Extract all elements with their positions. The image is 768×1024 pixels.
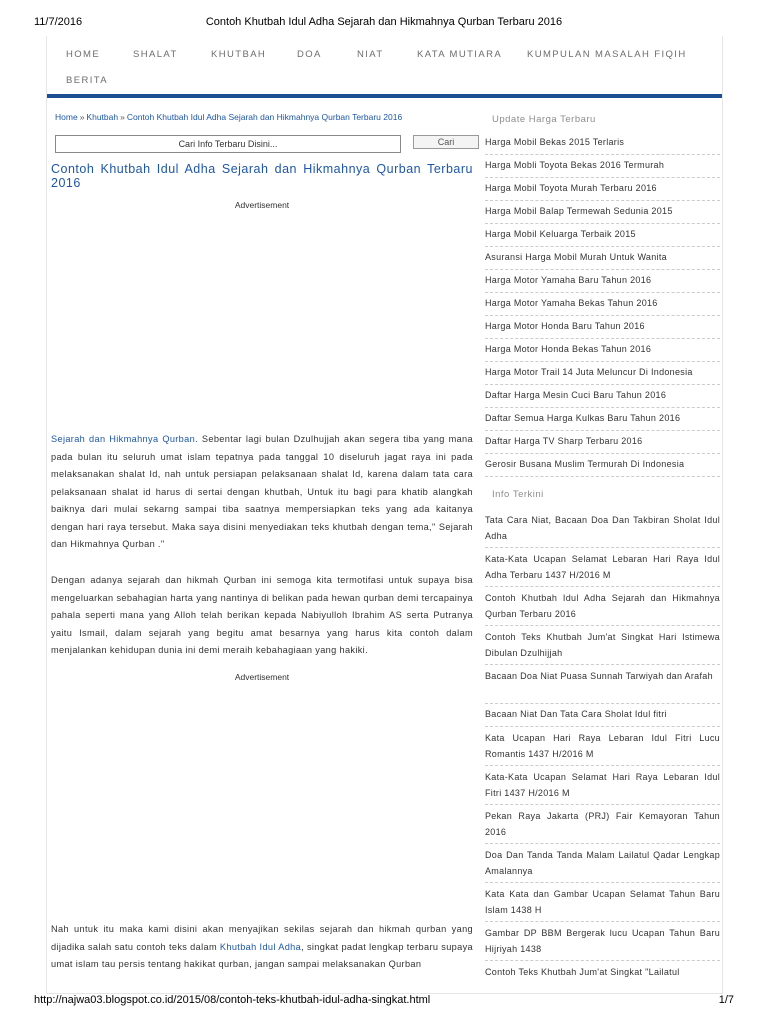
info-terkini-item[interactable]: Bacaan Doa Niat Puasa Sunnah Tarwiyah dan Arafah: [485, 665, 720, 704]
update-harga-item[interactable]: Harga Mobli Toyota Bekas 2016 Termurah: [485, 155, 720, 178]
info-terkini-widget-title: Info Terkini: [492, 489, 544, 500]
info-terkini-item[interactable]: Kata Kata dan Gambar Ucapan Selamat Tahun Baru Islam 1438 H: [485, 883, 720, 922]
post-paragraph-3-text-start: Nah untuk itu maka kami disini akan menyajikan sekilas sejarah dan hikmah qurban yang dijadika salah satu contoh teks dalam: [51, 924, 473, 952]
print-header: [34, 16, 734, 30]
search-input[interactable]: [55, 135, 401, 153]
post-title: Contoh Khutbah Idul Adha Sejarah dan Hikmahnya Qurban Terbaru 2016: [51, 162, 473, 190]
update-harga-item[interactable]: Asuransi Harga Mobil Murah Untuk Wanita: [485, 247, 720, 270]
advertisement-label: Advertisement: [234, 672, 290, 682]
info-terkini-item[interactable]: Tata Cara Niat, Bacaan Doa Dan Takbiran Sholat Idul Adha: [485, 509, 720, 548]
update-harga-item[interactable]: Daftar Semua Harga Kulkas Baru Tahun 2016: [485, 408, 720, 431]
breadcrumb-khutbah[interactable]: Khutbah: [86, 112, 119, 122]
update-harga-item[interactable]: Gerosir Busana Muslim Termurah Di Indonesia: [485, 454, 720, 477]
print-title: Contoh Khutbah Idul Adha Sejarah dan Hikmahnya Qurban Terbaru 2016: [205, 16, 563, 28]
info-terkini-item[interactable]: Kata-Kata Ucapan Selamat Lebaran Hari Raya Idul Adha Terbaru 1437 H/2016 M: [485, 548, 720, 587]
search-button[interactable]: Cari: [413, 135, 479, 149]
breadcrumb: [55, 112, 402, 122]
update-harga-item[interactable]: Harga Motor Honda Bekas Tahun 2016: [485, 339, 720, 362]
post-paragraph-2: Dengan adanya sejarah dan hikmah Qurban ini semoga kita termotifasi untuk supaya bisa mengeluarkan sebahagian harta yang nantinya di belikan pada hewan qurban demi tercapainya pahala seperti mana yang Alloh telah berikan kepada Nabiyulloh Ibrahim AS serta Putranya yaitu Ismail, dalam sejarah yang begitu amat besarnya yang harus kita contoh dalam menjalankan kehidupan dunia ini demi meraih kebahagiaan yang hakiki.: [51, 575, 473, 655]
nav-item-home[interactable]: HOME: [66, 49, 101, 60]
info-terkini-item[interactable]: Contoh Teks Khutbah Jum'at Singkat Hari Istimewa Dibulan Dzulhijjah: [485, 626, 720, 665]
print-footer: [34, 994, 734, 1008]
update-harga-item[interactable]: Harga Motor Yamaha Bekas Tahun 2016: [485, 293, 720, 316]
breadcrumb-current[interactable]: Contoh Khutbah Idul Adha Sejarah dan Hikmahnya Qurban Terbaru 2016: [126, 112, 403, 122]
update-harga-item[interactable]: Harga Mobil Keluarga Terbaik 2015: [485, 224, 720, 247]
nav-item-doa[interactable]: DOA: [297, 49, 322, 60]
update-harga-item[interactable]: Daftar Harga TV Sharp Terbaru 2016: [485, 431, 720, 454]
nav-item-kata-mutiara[interactable]: KATA MUTIARA: [417, 49, 503, 60]
nav-divider-bar: [47, 94, 723, 98]
khutbah-idul-adha-link[interactable]: Khutbah Idul Adha: [219, 941, 302, 952]
update-harga-item[interactable]: Daftar Harga Mesin Cuci Baru Tahun 2016: [485, 385, 720, 408]
info-terkini-item[interactable]: Pekan Raya Jakarta (PRJ) Fair Kemayoran Tahun 2016: [485, 805, 720, 844]
advertisement-label: Advertisement: [234, 200, 290, 210]
update-harga-list: [485, 132, 720, 477]
info-terkini-item[interactable]: Kata Ucapan Hari Raya Lebaran Idul Fitri Lucu Romantis 1437 H/2016 M: [485, 727, 720, 766]
info-terkini-item[interactable]: Bacaan Niat Dan Tata Cara Sholat Idul fitri: [485, 704, 720, 727]
breadcrumb-separator: »: [79, 112, 85, 122]
print-date: 11/7/2016: [34, 16, 83, 28]
info-terkini-item[interactable]: Gambar DP BBM Bergerak lucu Ucapan Tahun Baru Hijriyah 1438: [485, 922, 720, 961]
info-terkini-item[interactable]: Contoh Khutbah Idul Adha Sejarah dan Hikmahnya Qurban Terbaru 2016: [485, 587, 720, 626]
update-harga-item[interactable]: Harga Motor Yamaha Baru Tahun 2016: [485, 270, 720, 293]
update-harga-item[interactable]: Harga Mobil Bekas 2015 Terlaris: [485, 132, 720, 155]
update-harga-item[interactable]: Harga Mobil Balap Termewah Sedunia 2015: [485, 201, 720, 224]
info-terkini-item[interactable]: Kata-Kata Ucapan Selamat Hari Raya Lebaran Idul Fitri 1437 H/2016 M: [485, 766, 720, 805]
info-terkini-list: [485, 509, 720, 994]
print-url: http://najwa03.blogspot.co.id/2015/08/contoh-teks-khutbah-idul-adha-singkat.html: [34, 994, 431, 1006]
post-paragraph-3: [51, 921, 473, 974]
search-form: [55, 135, 479, 153]
nav-item-kumpulan-masalah-fiqih[interactable]: KUMPULAN MASALAH FIQIH: [527, 49, 687, 60]
main-nav: [47, 36, 723, 96]
blog-page: [46, 36, 723, 994]
update-harga-item[interactable]: Harga Motor Honda Baru Tahun 2016: [485, 316, 720, 339]
update-harga-widget-title: Update Harga Terbaru: [492, 114, 596, 125]
update-harga-item[interactable]: Harga Motor Trail 14 Juta Meluncur Di Indonesia: [485, 362, 720, 385]
post-paragraph-3-text-end: , singkat padat lengkap terbaru supaya umat islam tau persis tentang hakikat qurban, jangan sampai melaksanakan Qurban: [51, 941, 474, 969]
post-paragraph-1-text: Sebentar lagi bulan Dzulhujjah akan segera tiba yang mana pada bulan itu seluruh umat islam tepatnya pada tanggal 10 diseluruh jagat raya ini pada melaksanakan shalat Id, nah untuk persiapan pelaksanaan shalat Id, karena dalam tata cara pelaksanaan shalat id harus di sertai dengan khutbah, Untuk itu bagi para khatib alangkah baiknya dari mulai sekarng sampai tiba saatnya mempersiapkan teks yang ada kaitanya dengan hari raya tersebut. Maka saya disini menyediakan teks khutbah dengan tema," Sejarah dan Hikmahnya Qurban .": [51, 434, 473, 549]
print-page-number: 1/7: [718, 994, 734, 1006]
update-harga-item[interactable]: Harga Mobil Toyota Murah Terbaru 2016: [485, 178, 720, 201]
info-terkini-item[interactable]: Doa Dan Tanda Tanda Malam Lailatul Qadar Lengkap Amalannya: [485, 844, 720, 883]
breadcrumb-separator: »: [120, 112, 125, 122]
breadcrumb-home[interactable]: Home: [55, 112, 78, 122]
info-terkini-item[interactable]: Contoh Teks Khutbah Jum'at Singkat "Lailatul: [485, 967, 680, 977]
nav-item-berita[interactable]: BERITA: [66, 75, 109, 86]
nav-item-niat[interactable]: NIAT: [357, 49, 384, 60]
post-paragraph-1: [51, 431, 473, 554]
nav-item-shalat[interactable]: SHALAT: [133, 49, 178, 60]
nav-item-khutbah[interactable]: KHUTBAH: [211, 49, 267, 60]
sejarah-qurban-link[interactable]: Sejarah dan Hikmahnya Qurban.: [51, 434, 198, 444]
